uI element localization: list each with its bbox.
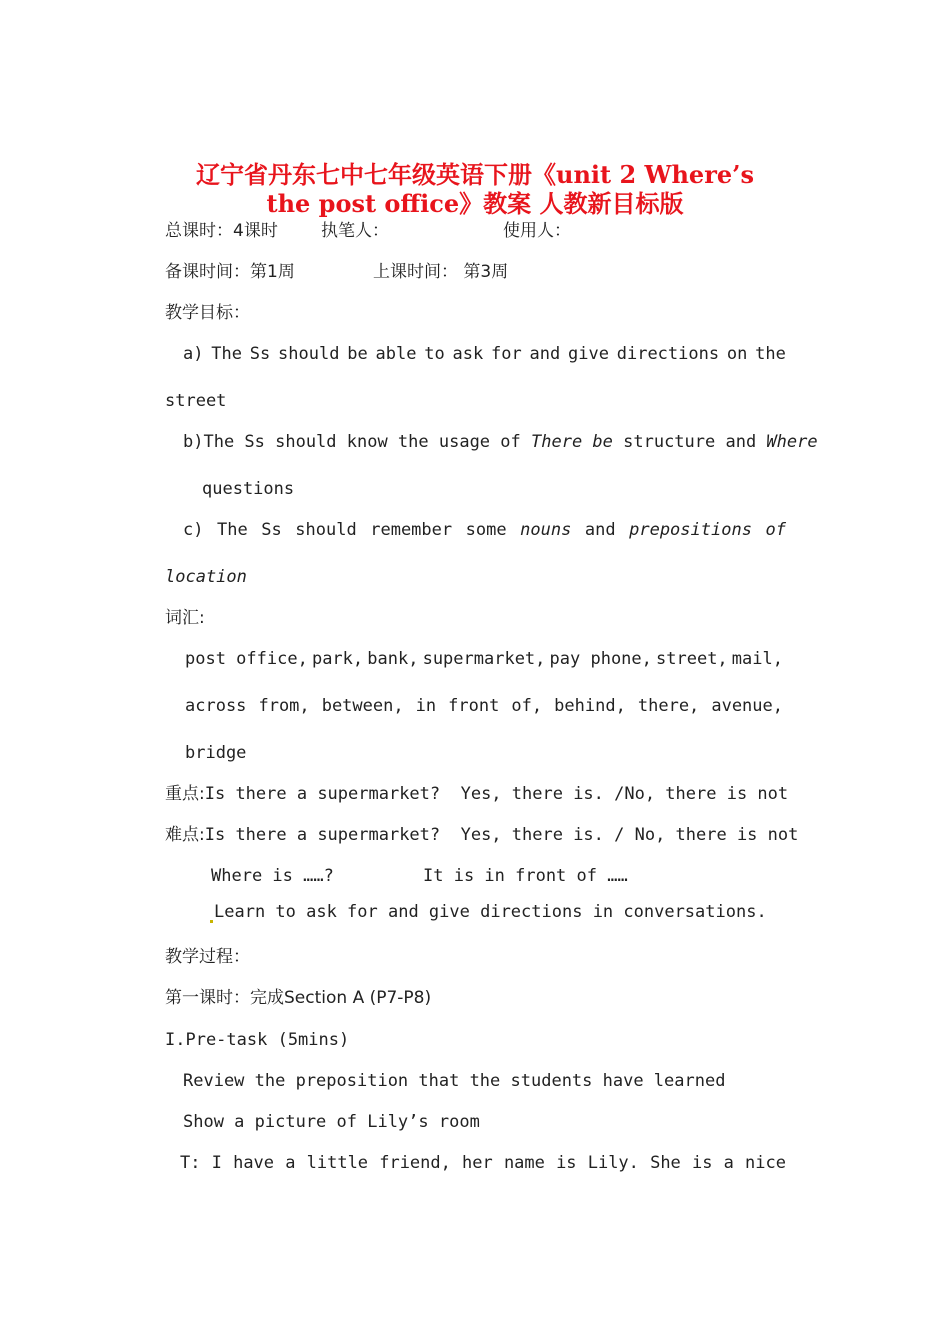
vocab-word: park, <box>311 649 364 669</box>
difficulties-line-3-text: Learn to ask for and give directions in conversations. <box>214 902 767 922</box>
vocab-word: bank, <box>367 649 419 669</box>
objective-a-word: be <box>347 344 368 364</box>
difficulties-answer: It is in front of …… <box>423 866 628 886</box>
objective-c <box>183 519 786 541</box>
show-picture-step: Show a picture of Lily’s room <box>183 1112 480 1132</box>
dialogue-word: I <box>211 1153 222 1173</box>
objective-b-text-2: structure and <box>612 432 767 452</box>
dialogue-word: She <box>650 1153 681 1173</box>
teacher-dialogue <box>180 1152 786 1174</box>
vocab-word: between, <box>321 696 404 716</box>
difficulties-where-question: Where is ……? <box>211 866 334 886</box>
dialogue-word: have <box>233 1153 275 1173</box>
dialogue-word: is <box>691 1153 713 1173</box>
objective-a-prefix: a) <box>183 344 204 364</box>
vocab-word: behind, <box>554 696 626 716</box>
author-label: 执笔人： <box>321 221 389 241</box>
dialogue-word: is <box>556 1153 577 1173</box>
key-points-label: 重点: <box>165 784 205 804</box>
objective-a-word: give <box>568 344 609 364</box>
objective-a-word: on <box>726 344 748 364</box>
objective-a-word: ask <box>452 344 484 364</box>
objective-c-of: of <box>765 520 786 540</box>
dialogue-word: friend, <box>379 1153 451 1173</box>
objective-b-there-be: There be <box>531 432 613 452</box>
vocab-word: front <box>448 696 500 716</box>
objective-c-prepositions: prepositions <box>629 520 752 540</box>
objective-a-word: and <box>529 344 561 364</box>
process-heading: 教学过程： <box>165 947 250 967</box>
document-title-line-1: 辽宁省丹东七中七年级英语下册《unit 2 Where’s <box>196 160 754 189</box>
vocab-line-2 <box>185 695 783 717</box>
objective-a-word: for <box>491 344 522 364</box>
total-lessons: 总课时：4课时 <box>165 221 278 241</box>
vocab-word: there, <box>637 696 700 716</box>
objective-c-word: should <box>295 520 357 540</box>
vocab-line-3: bridge <box>185 743 247 763</box>
difficulties-line-3 <box>210 901 767 923</box>
vocab-word: across <box>185 696 247 716</box>
objective-b-continuation: questions <box>202 479 295 499</box>
objective-c-word: The <box>217 520 248 540</box>
vocab-word: of, <box>511 696 543 716</box>
key-points <box>165 783 788 805</box>
objective-c-prefix: c) <box>183 520 204 540</box>
objectives-heading: 教学目标： <box>165 303 250 323</box>
difficulties-text: Is there a supermarket? Yes, there is. / No, there is not <box>204 825 799 845</box>
vocab-word: from, <box>258 696 310 716</box>
objective-b-where: Where <box>766 432 818 452</box>
difficulties <box>165 824 798 846</box>
objective-b <box>183 431 818 453</box>
vocab-word: avenue, <box>711 696 783 716</box>
dialogue-word: her <box>462 1153 493 1173</box>
difficulties-label: 难点: <box>165 825 205 845</box>
objective-a-word: able <box>375 344 417 364</box>
review-step: Review the preposition that the students have learned <box>183 1071 726 1091</box>
dialogue-word: a <box>285 1153 296 1173</box>
objective-c-word: some <box>465 520 507 540</box>
objective-c-location: location <box>165 567 247 587</box>
objective-b-text: b)The Ss should know the usage of <box>183 432 531 452</box>
objective-a-continuation: street <box>165 391 227 411</box>
edit-mark <box>210 920 213 923</box>
dialogue-word: name <box>503 1153 545 1173</box>
dialogue-word: Lily. <box>587 1153 639 1173</box>
objective-a-word: should <box>278 344 340 364</box>
vocab-heading: 词汇: <box>165 608 205 628</box>
dialogue-word: T: <box>180 1153 201 1173</box>
objective-c-continuation <box>165 566 247 588</box>
vocab-word: supermarket, <box>422 649 546 669</box>
dialogue-word: little <box>306 1153 369 1173</box>
document-title-line-2: the post office》教案 人教新目标版 <box>266 189 684 218</box>
dialogue-word: a <box>723 1153 734 1173</box>
vocab-word: mail, <box>731 649 783 669</box>
objective-a-word: Ss <box>249 344 271 364</box>
objective-a-word: directions <box>616 344 720 364</box>
user-label: 使用人： <box>503 221 571 241</box>
objective-c-word: remember <box>370 520 453 540</box>
objective-c-nouns: nouns <box>520 520 572 540</box>
objective-a-word: to <box>424 344 445 364</box>
prep-time: 备课时间：第1周 <box>165 262 295 282</box>
vocab-line-1 <box>185 648 783 670</box>
objective-a-word: the <box>755 344 786 364</box>
lesson-1-heading: 第一课时：完成Section A (P7-P8) <box>165 988 432 1008</box>
key-points-text: Is there a supermarket? Yes, there is. /No, there is not <box>204 784 789 804</box>
vocab-word: in <box>415 696 437 716</box>
vocab-word: post office, <box>185 649 308 669</box>
objective-a-word: The <box>211 344 242 364</box>
pretask-heading: I.Pre-task (5mins) <box>165 1030 350 1050</box>
class-time: 上课时间： 第3周 <box>373 262 509 282</box>
vocab-word: pay phone, <box>549 649 652 669</box>
dialogue-word: nice <box>745 1153 786 1173</box>
vocab-word: street, <box>656 649 728 669</box>
objective-c-and: and <box>584 520 616 540</box>
objective-c-word: Ss <box>261 520 282 540</box>
objective-a <box>183 343 786 365</box>
